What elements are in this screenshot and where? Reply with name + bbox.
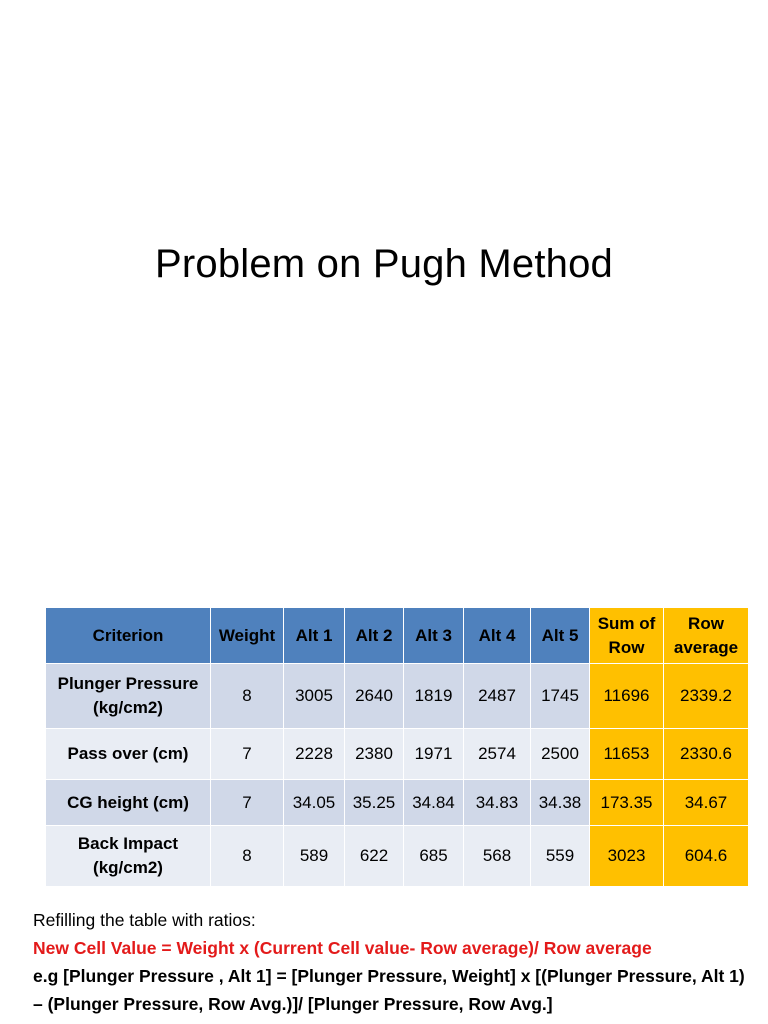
alt-cell: 2487	[464, 664, 531, 729]
sum-cell: 11653	[590, 729, 664, 780]
header-alt-1: Alt 1	[284, 608, 345, 664]
sum-cell: 11696	[590, 664, 664, 729]
alt-cell: 568	[464, 826, 531, 887]
table-row	[46, 780, 749, 826]
alt-cell: 34.05	[284, 780, 345, 826]
weight-cell: 8	[211, 664, 284, 729]
alt-cell: 35.25	[345, 780, 404, 826]
avg-cell: 34.67	[664, 780, 749, 826]
header-criterion: Criterion	[46, 608, 211, 664]
header-weight: Weight	[211, 608, 284, 664]
alt-cell: 1745	[531, 664, 590, 729]
criterion-cell: Pass over (cm)	[46, 729, 211, 780]
alt-cell: 559	[531, 826, 590, 887]
header-alt-3: Alt 3	[404, 608, 464, 664]
table-row	[46, 664, 749, 729]
alt-cell: 589	[284, 826, 345, 887]
criterion-cell: Plunger Pressure (kg/cm2)	[46, 664, 211, 729]
notes-block	[33, 906, 753, 1018]
pugh-table	[45, 607, 749, 887]
criterion-cell: Back Impact (kg/cm2)	[46, 826, 211, 887]
alt-cell: 2640	[345, 664, 404, 729]
weight-cell: 7	[211, 729, 284, 780]
alt-cell: 2228	[284, 729, 345, 780]
alt-cell: 2500	[531, 729, 590, 780]
table-header-row	[46, 608, 749, 664]
header-sum-of-row: Sum of Row	[590, 608, 664, 664]
alt-cell: 2380	[345, 729, 404, 780]
alt-cell: 2574	[464, 729, 531, 780]
weight-cell: 8	[211, 826, 284, 887]
alt-cell: 1971	[404, 729, 464, 780]
header-alt-5: Alt 5	[531, 608, 590, 664]
alt-cell: 685	[404, 826, 464, 887]
avg-cell: 604.6	[664, 826, 749, 887]
header-alt-2: Alt 2	[345, 608, 404, 664]
alt-cell: 1819	[404, 664, 464, 729]
notes-intro: Refilling the table with ratios:	[33, 910, 256, 930]
notes-formula: New Cell Value = Weight x (Current Cell value- Row average)/ Row average	[33, 938, 652, 958]
table-row	[46, 826, 749, 887]
table-row	[46, 729, 749, 780]
alt-cell: 34.83	[464, 780, 531, 826]
header-row-average: Row average	[664, 608, 749, 664]
sum-cell: 173.35	[590, 780, 664, 826]
weight-cell: 7	[211, 780, 284, 826]
alt-cell: 622	[345, 826, 404, 887]
alt-cell: 34.38	[531, 780, 590, 826]
alt-cell: 34.84	[404, 780, 464, 826]
avg-cell: 2330.6	[664, 729, 749, 780]
sum-cell: 3023	[590, 826, 664, 887]
notes-example: e.g [Plunger Pressure , Alt 1] = [Plunger Pressure, Weight] x [(Plunger Pressure, Alt 1) – (Plunger Pressure, Row Avg.)]/ [Plunger Pressure, Row Avg.]	[33, 966, 745, 1014]
avg-cell: 2339.2	[664, 664, 749, 729]
alt-cell: 3005	[284, 664, 345, 729]
page-title: Problem on Pugh Method	[154, 242, 613, 286]
criterion-cell: CG height (cm)	[46, 780, 211, 826]
header-alt-4: Alt 4	[464, 608, 531, 664]
